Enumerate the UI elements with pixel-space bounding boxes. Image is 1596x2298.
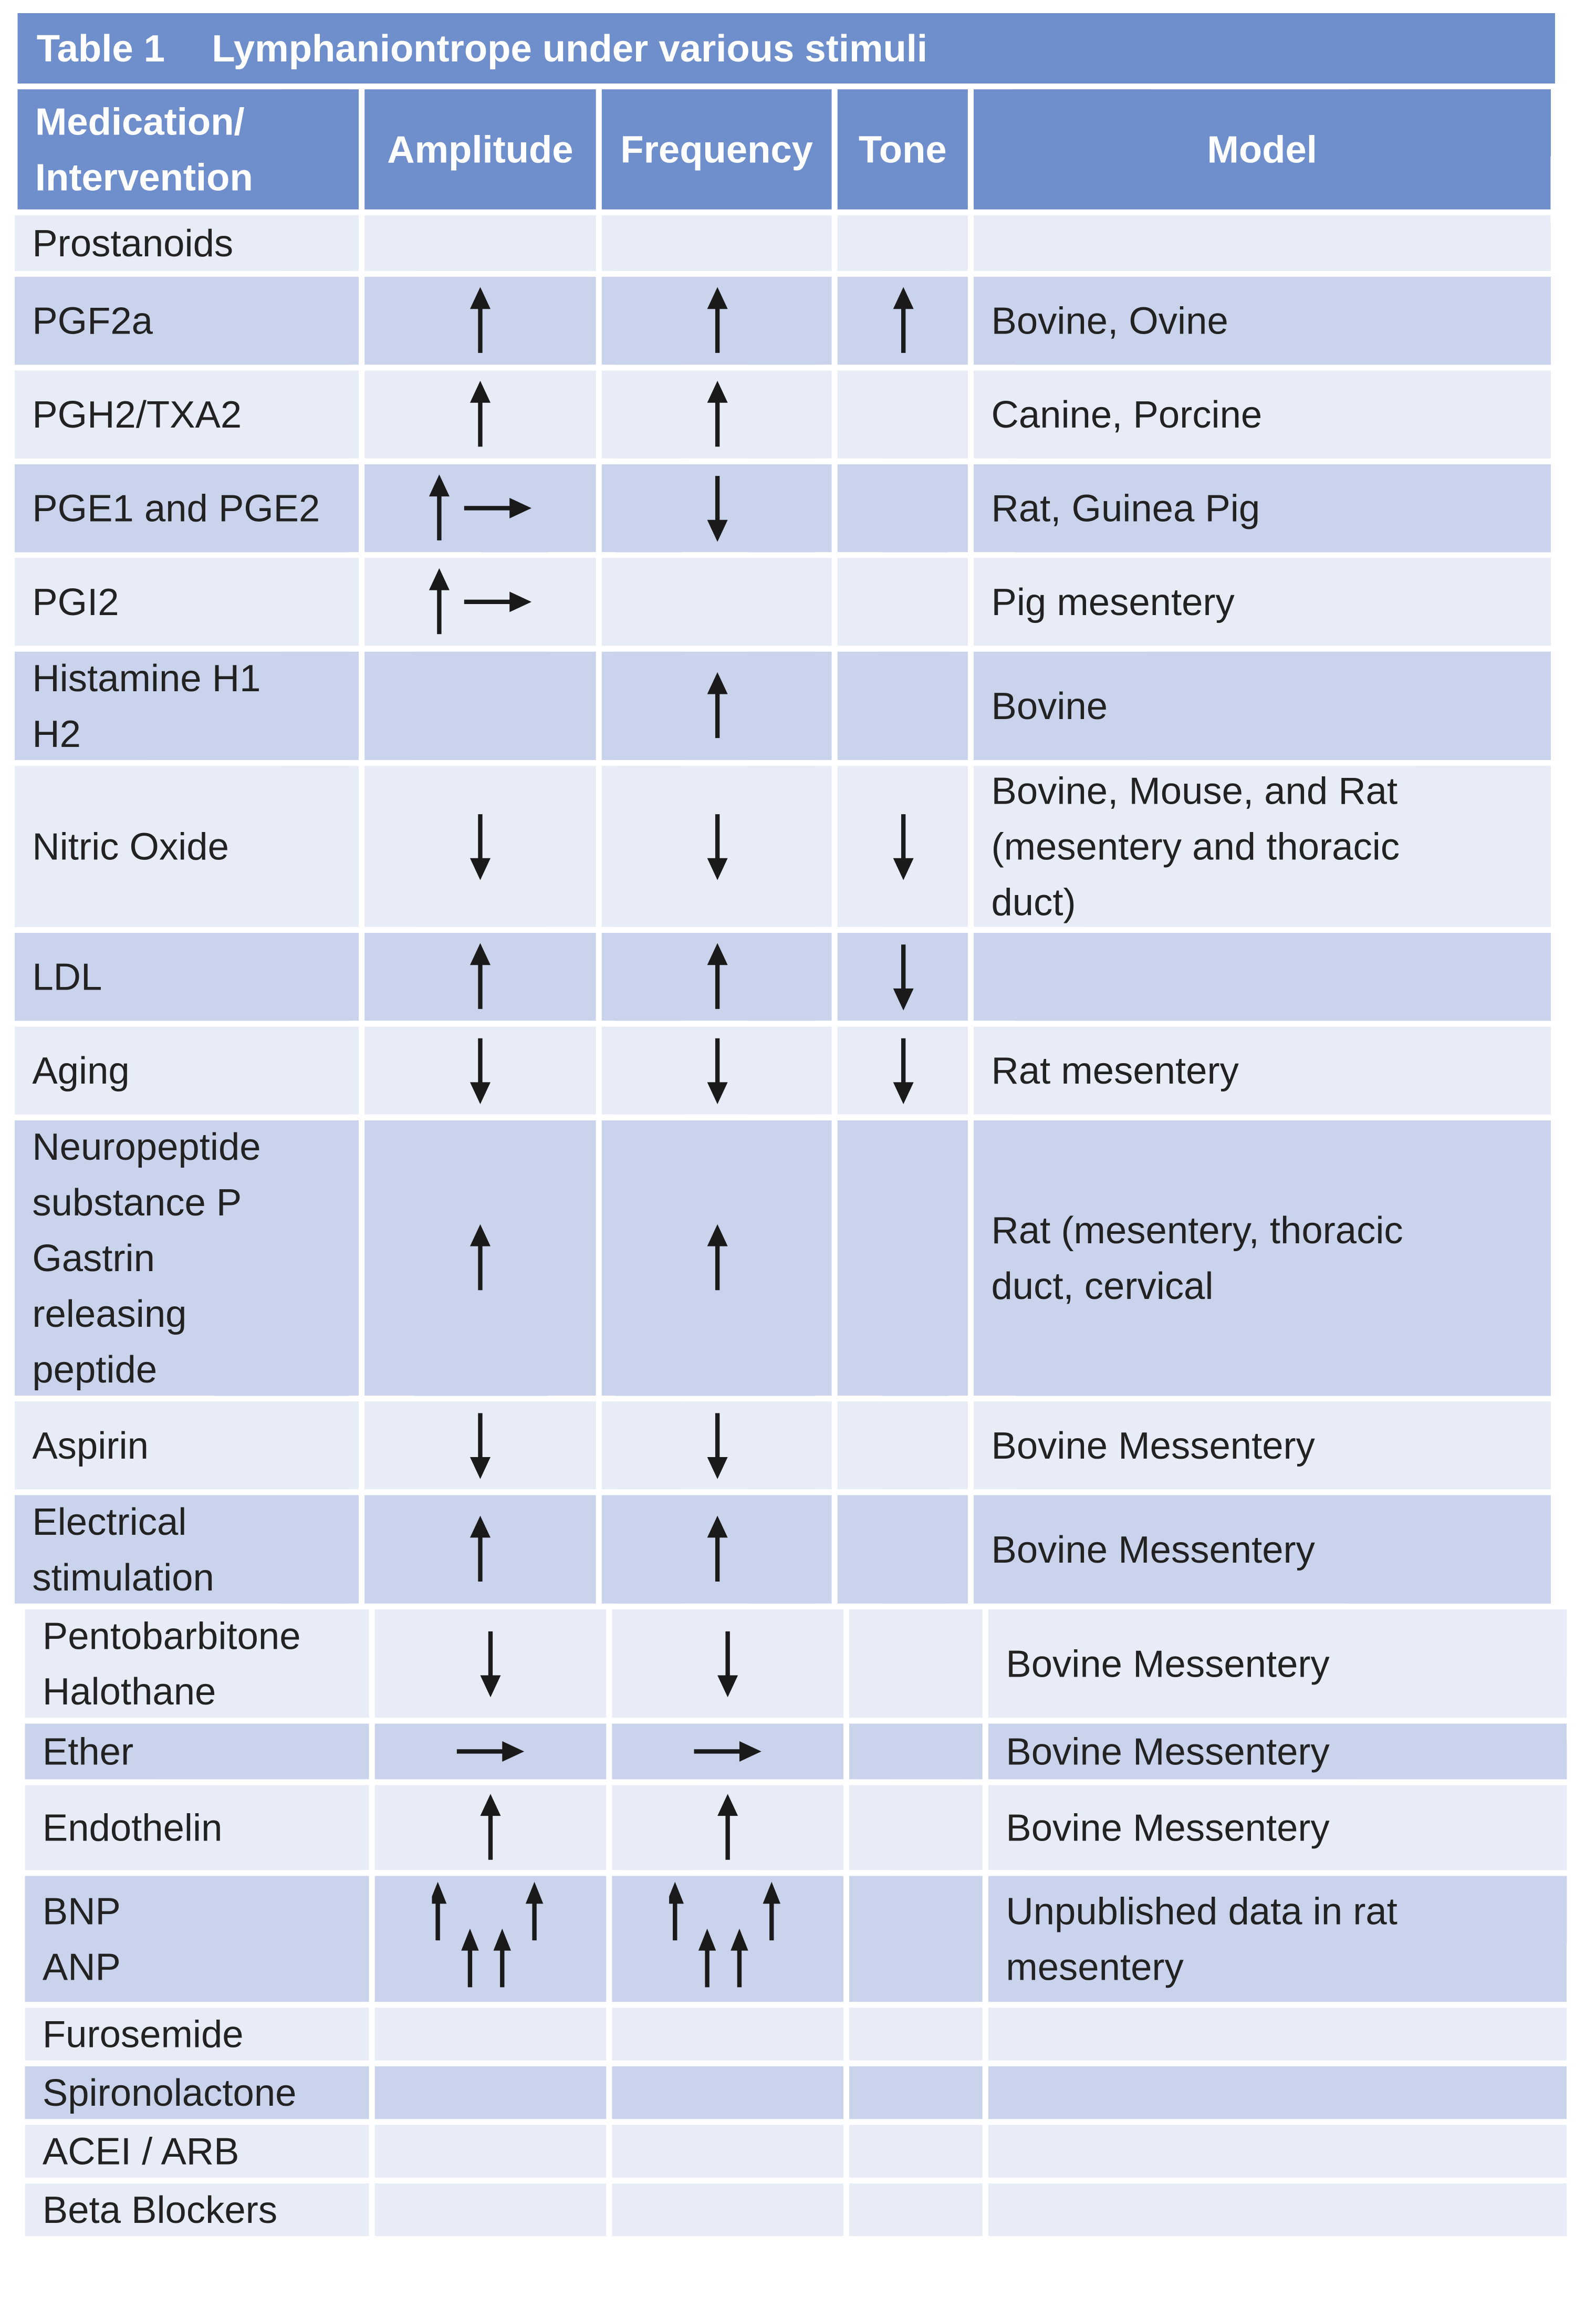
model-text: Rat, Guinea Pig bbox=[991, 486, 1260, 531]
up-arrow-icon bbox=[477, 1793, 504, 1863]
table-cell-frequency bbox=[602, 1495, 832, 1604]
model-text: Bovine Messentery bbox=[991, 1423, 1315, 1468]
model-text: Bovine, Mouse, and Rat (mesentery and thoracic duct) bbox=[991, 768, 1400, 924]
down-arrow-icon bbox=[704, 1035, 730, 1106]
table-cell-amplitude bbox=[375, 2183, 607, 2236]
up-arrow-icon bbox=[890, 286, 916, 356]
header-medication-label: Medication/ Intervention bbox=[35, 99, 253, 200]
table-cell-amplitude bbox=[375, 1876, 607, 2002]
table-cell-name bbox=[25, 2066, 369, 2119]
table-cell-model bbox=[974, 558, 1550, 646]
medication-name: Aspirin bbox=[32, 1423, 149, 1468]
down-arrow-icon bbox=[890, 812, 916, 882]
table-cell-tone bbox=[838, 370, 968, 458]
table-cell-amplitude bbox=[375, 1785, 607, 1870]
model-text: Unpublished data in rat mesentery bbox=[1006, 1889, 1397, 1989]
table-cell-name bbox=[25, 1609, 369, 1718]
medication-name: PGH2/TXA2 bbox=[32, 392, 242, 436]
table-cell-tone bbox=[838, 464, 968, 552]
table-cell-frequency bbox=[602, 464, 832, 552]
table-cell-frequency bbox=[612, 1723, 843, 1779]
up-arrows-icon bbox=[669, 1879, 786, 1999]
table-cell-tone bbox=[838, 652, 968, 760]
model-text: Bovine Messentery bbox=[1006, 1805, 1330, 1850]
table-cell-tone bbox=[838, 1026, 968, 1114]
table-cell-name bbox=[15, 558, 359, 646]
table-cell-tone bbox=[849, 2125, 983, 2177]
table-cell-model bbox=[988, 2183, 1567, 2236]
header-tone-label: Tone bbox=[858, 127, 947, 172]
header-amplitude-label: Amplitude bbox=[387, 127, 573, 172]
table-cell-frequency bbox=[602, 766, 832, 927]
table-cell-name bbox=[15, 933, 359, 1021]
header-frequency-label: Frequency bbox=[620, 127, 813, 172]
table-cell-amplitude bbox=[375, 2066, 607, 2119]
table-cell-name bbox=[15, 215, 359, 271]
down-arrow-icon bbox=[715, 1628, 741, 1699]
model-text: Rat (mesentery, thoracic duct, cervical bbox=[991, 1208, 1403, 1308]
medication-name: Aging bbox=[32, 1048, 130, 1093]
table-cell-frequency bbox=[602, 652, 832, 760]
header-medication bbox=[17, 89, 359, 210]
down-arrow-icon bbox=[467, 812, 493, 882]
table-cell-frequency bbox=[612, 1876, 843, 2002]
right-arrow-icon bbox=[461, 589, 534, 615]
header-frequency bbox=[602, 89, 832, 210]
table-cell-model bbox=[974, 215, 1550, 271]
right-arrow-icon bbox=[461, 495, 534, 521]
table-cell-name bbox=[15, 370, 359, 458]
down-arrow-icon bbox=[467, 1410, 493, 1481]
up-arrow-icon bbox=[467, 1514, 493, 1585]
table-cell-frequency bbox=[602, 1401, 832, 1489]
up-arrow-icon bbox=[704, 286, 730, 356]
medication-name: ACEI / ARB bbox=[42, 2129, 239, 2174]
header-amplitude bbox=[364, 89, 596, 210]
table-cell-amplitude bbox=[364, 215, 596, 271]
up-arrow-icon bbox=[704, 1223, 730, 1293]
medication-name: Endothelin bbox=[42, 1805, 223, 1850]
table-caption: Lymphaniontrope under various stimuli bbox=[212, 25, 928, 70]
medication-name: Electrical stimulation bbox=[32, 1499, 214, 1599]
table-cell-amplitude bbox=[364, 766, 596, 927]
model-text: Rat mesentery bbox=[991, 1048, 1239, 1093]
table-cell-name bbox=[25, 2183, 369, 2236]
up-arrow-icon bbox=[704, 1514, 730, 1585]
medication-name: Ether bbox=[42, 1729, 134, 1774]
table-cell-frequency bbox=[612, 2008, 843, 2060]
table-cell-tone bbox=[849, 2008, 983, 2060]
table-cell-model bbox=[974, 766, 1550, 927]
medication-name: PGI2 bbox=[32, 580, 119, 624]
table-cell-model bbox=[988, 1723, 1567, 1779]
model-text: Bovine Messentery bbox=[1006, 1729, 1330, 1774]
table-cell-amplitude bbox=[364, 370, 596, 458]
table-cell-frequency bbox=[612, 2183, 843, 2236]
down-arrow-icon bbox=[704, 473, 730, 544]
table-cell-amplitude bbox=[364, 277, 596, 365]
table-cell-tone bbox=[838, 1401, 968, 1489]
table-cell-tone bbox=[849, 1609, 983, 1718]
table-cell-amplitude bbox=[364, 464, 596, 552]
table-cell-name bbox=[15, 652, 359, 760]
table-cell-name bbox=[15, 1401, 359, 1489]
table-cell-model bbox=[974, 1401, 1550, 1489]
table-cell-model bbox=[988, 1876, 1567, 2002]
up-arrow-icon bbox=[467, 942, 493, 1012]
table-cell-model bbox=[974, 1495, 1550, 1604]
table-cell-amplitude bbox=[364, 1120, 596, 1396]
medication-name: Nitric Oxide bbox=[32, 824, 229, 869]
table-cell-amplitude bbox=[364, 652, 596, 760]
table-cell-amplitude bbox=[364, 1401, 596, 1489]
up-arrow-icon bbox=[467, 379, 493, 450]
table-cell-tone bbox=[838, 215, 968, 271]
table-cell-amplitude bbox=[364, 1495, 596, 1604]
medication-name: LDL bbox=[32, 954, 102, 999]
up-arrow-icon bbox=[704, 942, 730, 1012]
header-model-label: Model bbox=[1207, 127, 1317, 172]
table-cell-name bbox=[15, 766, 359, 927]
table-cell-tone bbox=[849, 1723, 983, 1779]
medication-name: Spironolactone bbox=[42, 2071, 297, 2115]
model-text: Bovine, Ovine bbox=[991, 298, 1228, 343]
medication-name: BNP ANP bbox=[42, 1889, 121, 1989]
medication-name: Neuropeptide substance P Gastrin releasing peptide bbox=[32, 1125, 261, 1391]
table-cell-name bbox=[25, 1785, 369, 1870]
table-cell-tone bbox=[838, 277, 968, 365]
table-cell-model bbox=[974, 933, 1550, 1021]
header-tone bbox=[838, 89, 968, 210]
table-cell-amplitude bbox=[364, 933, 596, 1021]
table-label: Table 1 bbox=[36, 25, 165, 70]
table-cell-name bbox=[25, 2125, 369, 2177]
table-cell-amplitude bbox=[375, 2125, 607, 2177]
up-arrow-icon bbox=[715, 1793, 741, 1863]
down-arrow-icon bbox=[467, 1035, 493, 1106]
table-cell-model bbox=[974, 1026, 1550, 1114]
table-cell-frequency bbox=[612, 1785, 843, 1870]
medication-name: PGE1 and PGE2 bbox=[32, 486, 320, 531]
table-cell-name bbox=[15, 1026, 359, 1114]
table-cell-amplitude bbox=[375, 1609, 607, 1718]
model-text: Bovine Messentery bbox=[1006, 1641, 1330, 1686]
medication-name: Histamine H1 H2 bbox=[32, 656, 261, 756]
table-cell-name bbox=[15, 277, 359, 365]
table-cell-model bbox=[988, 2008, 1567, 2060]
up-arrow-icon bbox=[704, 379, 730, 450]
table-cell-tone bbox=[838, 1495, 968, 1604]
table-cell-frequency bbox=[612, 2125, 843, 2177]
table-cell-model bbox=[974, 1120, 1550, 1396]
model-text: Bovine Messentery bbox=[991, 1527, 1315, 1572]
table-cell-frequency bbox=[602, 1026, 832, 1114]
table-cell-amplitude bbox=[375, 1723, 607, 1779]
table-cell-frequency bbox=[602, 277, 832, 365]
table-cell-model bbox=[988, 1785, 1567, 1870]
down-arrow-icon bbox=[704, 812, 730, 882]
table-cell-amplitude bbox=[364, 1026, 596, 1114]
table-cell-name bbox=[25, 1876, 369, 2002]
medication-name: Prostanoids bbox=[32, 221, 234, 265]
table-cell-frequency bbox=[602, 370, 832, 458]
model-text: Pig mesentery bbox=[991, 580, 1235, 624]
medication-name: PGF2a bbox=[32, 298, 153, 343]
down-arrow-icon bbox=[477, 1628, 504, 1699]
table-cell-name bbox=[15, 1120, 359, 1396]
table-cell-tone bbox=[838, 558, 968, 646]
up-arrow-icon bbox=[467, 1223, 493, 1293]
up-arrow-icon bbox=[426, 567, 452, 637]
table-cell-tone bbox=[838, 1120, 968, 1396]
table-cell-amplitude bbox=[364, 558, 596, 646]
table-cell-amplitude bbox=[375, 2008, 607, 2060]
table-cell-tone bbox=[849, 2183, 983, 2236]
table-cell-model bbox=[988, 2066, 1567, 2119]
table-cell-frequency bbox=[612, 2066, 843, 2119]
up-arrow-icon bbox=[467, 286, 493, 356]
table-cell-model bbox=[974, 370, 1550, 458]
table-title bbox=[17, 13, 1555, 84]
table-cell-name bbox=[25, 1723, 369, 1779]
medication-name: Furosemide bbox=[42, 2012, 244, 2056]
up-arrows-icon bbox=[432, 1879, 549, 1999]
table-cell-tone bbox=[838, 933, 968, 1021]
table-cell-model bbox=[974, 277, 1550, 365]
model-text: Bovine bbox=[991, 683, 1108, 728]
header-model bbox=[974, 89, 1550, 210]
model-text: Canine, Porcine bbox=[991, 392, 1263, 436]
table-cell-tone bbox=[849, 1876, 983, 2002]
table-cell-model bbox=[988, 1609, 1567, 1718]
table-cell-frequency bbox=[602, 933, 832, 1021]
right-arrow-icon bbox=[691, 1738, 764, 1764]
table-cell-tone bbox=[849, 2066, 983, 2119]
table-cell-name bbox=[15, 464, 359, 552]
table-cell-model bbox=[988, 2125, 1567, 2177]
table-cell-tone bbox=[838, 766, 968, 927]
down-arrow-icon bbox=[890, 942, 916, 1012]
table-cell-name bbox=[25, 2008, 369, 2060]
table-cell-frequency bbox=[612, 1609, 843, 1718]
medication-name: Pentobarbitone Halothane bbox=[42, 1614, 301, 1713]
up-arrow-icon bbox=[704, 671, 730, 741]
table-cell-tone bbox=[849, 1785, 983, 1870]
right-arrow-icon bbox=[454, 1738, 527, 1764]
table-cell-name bbox=[15, 1495, 359, 1604]
table-cell-frequency bbox=[602, 215, 832, 271]
down-arrow-icon bbox=[704, 1410, 730, 1481]
medication-name: Beta Blockers bbox=[42, 2188, 278, 2232]
table-cell-frequency bbox=[602, 558, 832, 646]
up-arrow-icon bbox=[426, 473, 452, 544]
table-cell-model bbox=[974, 652, 1550, 760]
table-cell-frequency bbox=[602, 1120, 832, 1396]
table-cell-model bbox=[974, 464, 1550, 552]
down-arrow-icon bbox=[890, 1035, 916, 1106]
